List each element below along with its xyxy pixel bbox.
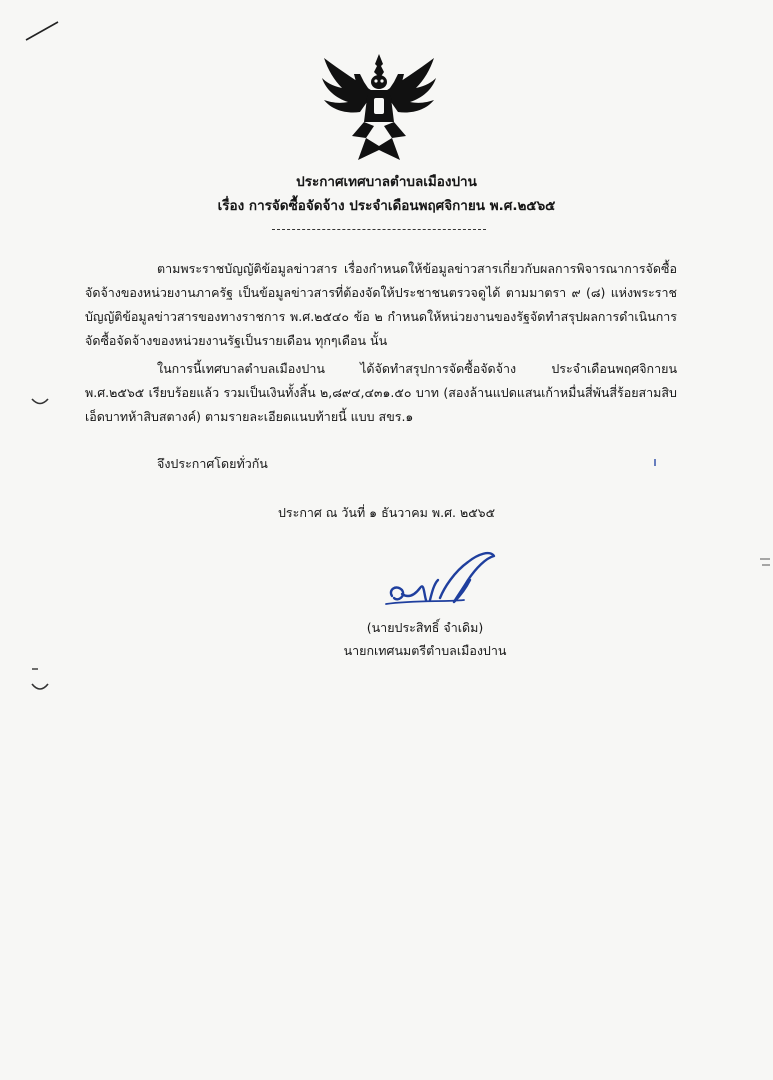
announcement-date: ประกาศ ณ วันที่ ๑ ธันวาคม พ.ศ. ๒๕๖๕: [277, 505, 496, 520]
punch-hole-tick-icon: [30, 666, 40, 672]
garuda-emblem-icon: [318, 52, 440, 166]
edge-mark-icon: [758, 556, 772, 568]
punch-hole-mark-icon: [30, 680, 50, 694]
handwritten-signature-icon: [384, 544, 498, 614]
signatory-position: นายกเทศนมตรีตำบลเมืองปาน: [343, 643, 507, 658]
punch-hole-mark-icon: [30, 396, 50, 408]
body-paragraph-1: ตามพระราชบัญญัติข้อมูลข่าวสาร เรื่องกำหนดให้ข้อมูลข่าวสารเกี่ยวกับผลการพิจารณาการจัดซื้อจัดจ้างของหน่วยงานภาครัฐ เป็นข้อมูลข่าวสารที่ต้องจัดให้ประชาชนตรวจดูได้ ตามมาตรา ๙ (๘) แห่งพระราชบัญญัติข้อมูลข่าวสารของทางราชการ พ.ศ.๒๕๔๐ ข้อ ๒ กำหนดให้หน่วยงานของรัฐจัดทำสรุปผลการดำเนินการจัดซื้อจัดจ้างของหน่วยงานรัฐเป็นรายเดือน ทุกๆเดือน นั้น: [85, 261, 677, 348]
title-divider: [272, 229, 486, 230]
speck-mark-icon: [652, 458, 658, 468]
signatory-name: (นายประสิทธิ์ จำเดิม): [366, 620, 484, 635]
announcement-title: ประกาศเทศบาลตำบลเมืองปาน: [296, 174, 477, 190]
announcement-subject: เรื่อง การจัดซื้อจัดจ้าง ประจำเดือนพฤศจิกายน พ.ศ.๒๕๖๕: [217, 198, 556, 214]
scan-mark-slash-icon: [22, 18, 62, 44]
body-paragraph-2: ในการนี้เทศบาลตำบลเมืองปาน ได้จัดทำสรุปการจัดซื้อจัดจ้าง ประจำเดือนพฤศจิกายน พ.ศ.๒๕๖๕ เรียบร้อยแล้ว รวมเป็นเงินทั้งสิ้น ๒,๘๙๔,๔๓๑.๕๐ บาท (สองล้านแปดแสนเก้าหมื่นสี่พันสี่ร้อยสามสิบเอ็ดบาทห้าสิบสตางค์) ตามรายละเอียดแนบท้ายนี้ แบบ สขร.๑: [85, 361, 677, 424]
closing-statement: จึงประกาศโดยทั่วกัน: [157, 456, 268, 471]
